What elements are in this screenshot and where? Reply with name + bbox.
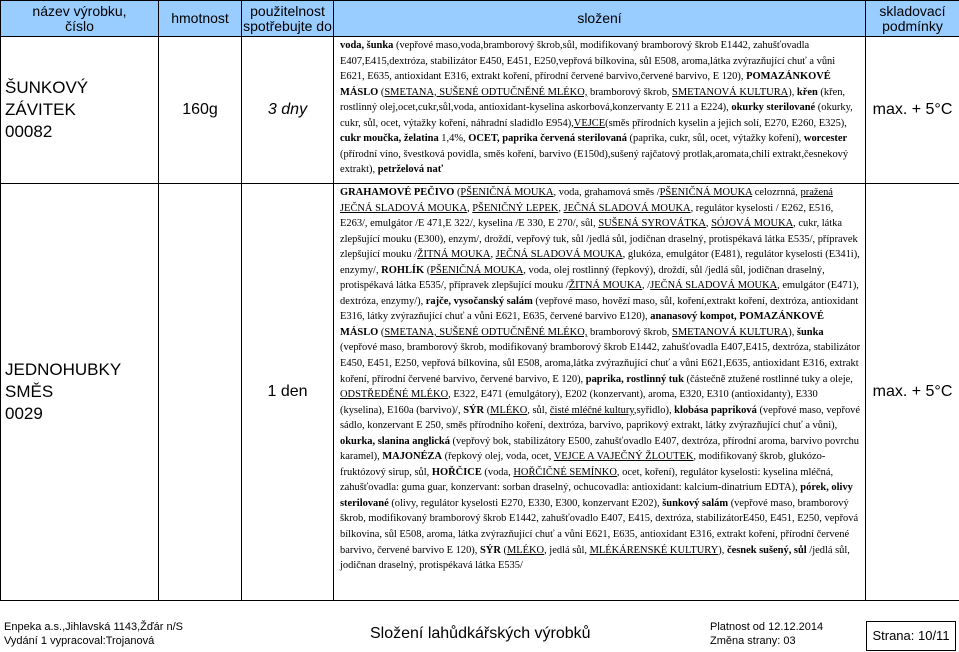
header-product-name: název výrobku, číslo	[1, 1, 159, 37]
footer-title: Složení lahůdkářských výrobků	[370, 625, 591, 643]
product-name: SMĚS	[5, 382, 53, 401]
table-row	[1, 184, 959, 601]
product-weight	[159, 184, 242, 601]
product-shelf-life: 3 dny	[242, 37, 334, 184]
footer-validity-block	[710, 620, 823, 648]
footer-company-block	[4, 620, 183, 648]
product-name: ZÁVITEK	[5, 100, 76, 119]
footer-page-number: Strana: 10/11	[866, 621, 956, 651]
footer-issue: Vydání 1 vypracoval:Trojanová	[4, 634, 183, 648]
product-storage: max. + 5°C	[866, 184, 959, 601]
footer-change: Změna strany: 03	[710, 634, 823, 648]
product-weight: 160g	[159, 37, 242, 184]
product-composition: voda, šunka (vepřové maso,voda,bramborový škrob,sůl, modifikovaný bramborový škrob E1442, zahušťovadla E407,E415,dextróza, stabilizátor E450, E451, E250,vepřová bílkovina, sůl E508, aroma,látka zvýrazňující chuť a vůni E621, E635, antioxidant E316, extrakt koření, přírodní červené barvivo,červené barvivo, E 120), POMAZÁNKOVÉ MÁSLO (SMETANA, SUŠENÉ ODTUČNĚNÉ MLÉKO, bramborový škrob, SMETANOVÁ KULTURA), křen (křen, rostlinný olej,ocet,cukr,sůl,voda, antioxidant-kyselina askorbová,konzervanty E 211 a E224), okurky sterilované (okurky, cukr, sůl, ocet, výtažky koření, náhradní sladidlo E954),VEJCE(směs přírodních kyselin a jejich solí, E270, E260, E325), cukr moučka, želatina 1,4%, OCET, paprika červená sterilovaná (paprika, cukr, sůl, ocet, výtažky koření), worcester (přírodní víno, švestková povidla, směs koření, barvivo (E150d),sušený rajčatový protlak,aromata,chili extrakt,česnekový extrakt), petrželová nať	[334, 37, 866, 184]
product-number: 00082	[5, 122, 52, 141]
header-shelf-life: použitelnost spotřebujte do	[242, 1, 334, 37]
product-number: 0029	[5, 404, 43, 423]
product-name: ŠUNKOVÝ	[5, 78, 88, 97]
product-storage: max. + 5°C	[866, 37, 959, 184]
footer-valid-from: Platnost od 12.12.2014	[710, 620, 823, 634]
table-row	[1, 37, 959, 184]
page-footer	[0, 600, 959, 652]
product-name-cell	[1, 37, 159, 184]
product-name: JEDNOHUBKY	[5, 360, 121, 379]
header-composition: složení	[334, 1, 866, 37]
product-composition: GRAHAMOVÉ PEČIVO (PŠENIČNÁ MOUKA, voda, grahamová směs /PŠENIČNÁ MOUKA celozrnná, pražená JEČNÁ SLADOVÁ MOUKA, PŠENIČNÝ LEPEK, JEČNÁ SLADOVÁ MOUKA, regulátor kyselosti / E262, E516, E263/, emulgátor /E 471,E 322/, kyselina /E 330, E 270/, sůl, SUŠENÁ SYROVÁTKA, SÓJOVÁ MOUKA, cukr, látka zlepšující mouku (E300), enzym/, droždí, vepřový tuk, sůl /jedlá sůl, jodičnan draselný, protispékavá látka E535/, přípravek zlepšující mouku /ŽITNÁ MOUKA, JEČNÁ SLADOVÁ MOUKA, glukóza, emulgátor (E481), regulátor kyselosti (E341i), enzymy/, ROHLÍK (PŠENIČNÁ MOUKA, voda, olej rostlinný (řepkový), droždí, sůl /jedlá sůl, jodičnan draselný, protispékavá látka E535/, přípravek zlepšující mouku /ŽITNÁ MOUKA, /JEČNÁ SLADOVÁ MOUKA, emulgátor (E471), dextróza, enzymy/), rajče, vysočanský salám (vepřové maso, hovězí maso, sůl, koření,extrakt koření, dextróza, antioxidant E316, látky zvýrazňující chuť a vůni E621, E635, červené barvivo E120), ananasový kompot, POMAZÁNKOVÉ MÁSLO (SMETANA, SUŠENÉ ODTUČNĚNÉ MLÉKO, bramborový škrob, SMETANOVÁ KULTURA), šunka (vepřové maso, bramborový škrob, modifikovaný bramborový škrob E1442, zahušťovadla E407,E415, dextróza, stabilizátor E450, E451, E250, vepřová bílkovina, sůl E508, aroma,látka zvýrazňující chuť a vůni E621,E635, antioxidant E316, extrakt koření, přírodní červené barvivo, červené barvivo, E 120), paprika, rostlinný tuk (částečně ztužené rostlinné tuky a oleje, ODSTŘEDĚNÉ MLÉKO, E322, E471 (emulgátory), E202 (konzervant), aroma, E320, E310 (antioxidanty), E330 (kyselina), E160a (barvivo)/, SÝR (MLÉKO, sůl, čisté mléčné kultury,syřidlo), klobása papriková (vepřové maso, vepřové sádlo, konzervant E 250, směs přírodního koření, dextróza, barvivo, paprikový extrakt, látky zvýrazňující chuť a vůni), okurka, slanina anglická (vepřový bok, stabilizátory E500, zahušťovadlo E407, dextróza, přírodní aroma, barvivo povrchu karamel), MAJONÉZA (řepkový olej, voda, ocet, VEJCE A VAJEČNÝ ŽLOUTEK, modifikovaný škrob, glukózo-fruktózový sirup, sůl, HOŘČICE (voda, HOŘČIČNÉ SEMÍNKO, ocet, koření), regulátor kyselosti: kyselina mléčná, zahušťovadla: guma guar, konzervant: sorban draselný, ochucovadla: antioxidant: kalcium-dinatrium EDTA), pórek, olivy sterilované (olivy, regulátor kyselosti E270, E330, E300, konzervant E202), šunkový salám (vepřové maso, bramborový škrob, modifikovaný bramborový škrob E1442, zahušťovadlo E407, E415, dextróza, stabilizátorE450, E451, E250, vepřová bílkovina, sůl E508, aroma, látka zvýrazňující chuť a vůni E621, E635, antioxidant E316, extrakt koření, přírodní červené barvivo, červené barvivo E 120), SÝR (MLÉKO, jedlá sůl, MLÉKÁRENSKÉ KULTURY), česnek sušený, sůl /jedlá sůl, jodičnan draselný, protispékavá látka E535/	[334, 184, 866, 601]
product-name-cell	[1, 184, 159, 601]
header-weight: hmotnost	[159, 1, 242, 37]
product-shelf-life: 1 den	[242, 184, 334, 601]
footer-company: Enpeka a.s.,Jihlavská 1143,Žďár n/S	[4, 620, 183, 634]
header-row	[1, 1, 959, 37]
header-storage: skladovací podmínky	[866, 1, 959, 37]
